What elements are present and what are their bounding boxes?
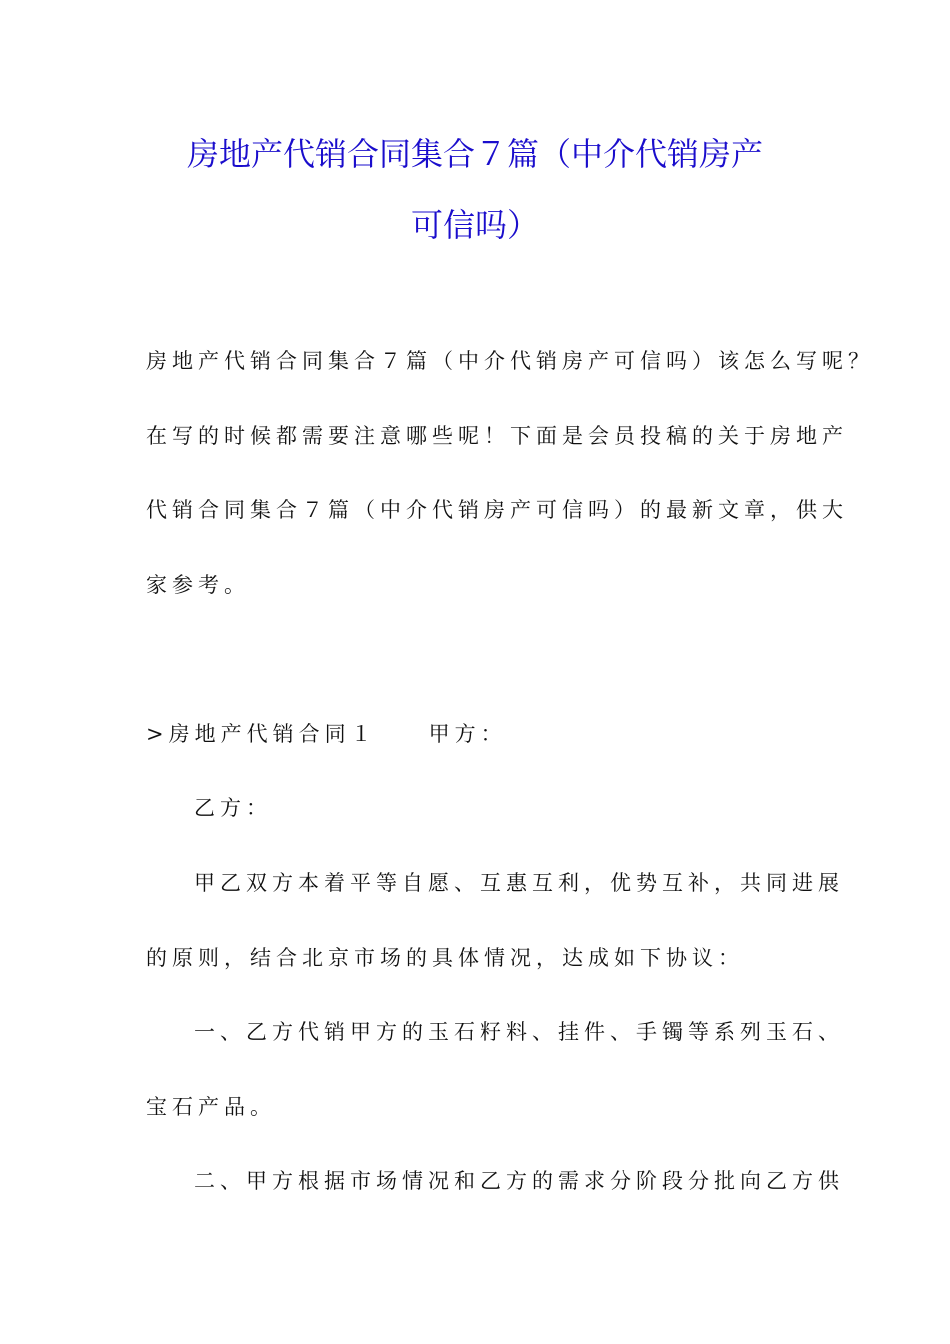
section-heading-row — [146, 719, 507, 749]
intro-line-4: 家参考。 — [146, 573, 250, 597]
party-b-label: 乙方： — [194, 796, 272, 820]
body-line-3: 一、乙方代销甲方的玉石籽料、挂件、手镯等系列玉石、 — [194, 1020, 844, 1044]
document-title-line-1: 房地产代销合同集合７篇（中介代销房产 — [186, 135, 763, 173]
intro-line-1: 房地产代销合同集合７篇（中介代销房产可信吗）该怎么写呢？ — [146, 349, 874, 373]
document-title-line-2: 可信吗） — [410, 206, 539, 244]
body-line-2: 的原则，结合北京市场的具体情况，达成如下协议： — [146, 946, 744, 970]
body-line-1: 甲乙双方本着平等自愿、互惠互利，优势互补，共同进展 — [194, 871, 844, 895]
body-line-4: 宝石产品。 — [146, 1095, 276, 1119]
body-line-5: 二、甲方根据市场情况和乙方的需求分阶段分批向乙方供 — [194, 1169, 844, 1193]
intro-line-2: 在写的时候都需要注意哪些呢！下面是会员投稿的关于房地产 — [146, 424, 848, 448]
section-heading: >房地产代销合同１ — [146, 722, 377, 746]
intro-line-3: 代销合同集合７篇（中介代销房产可信吗）的最新文章，供大 — [146, 498, 848, 522]
party-a-label: 甲方： — [428, 722, 507, 746]
